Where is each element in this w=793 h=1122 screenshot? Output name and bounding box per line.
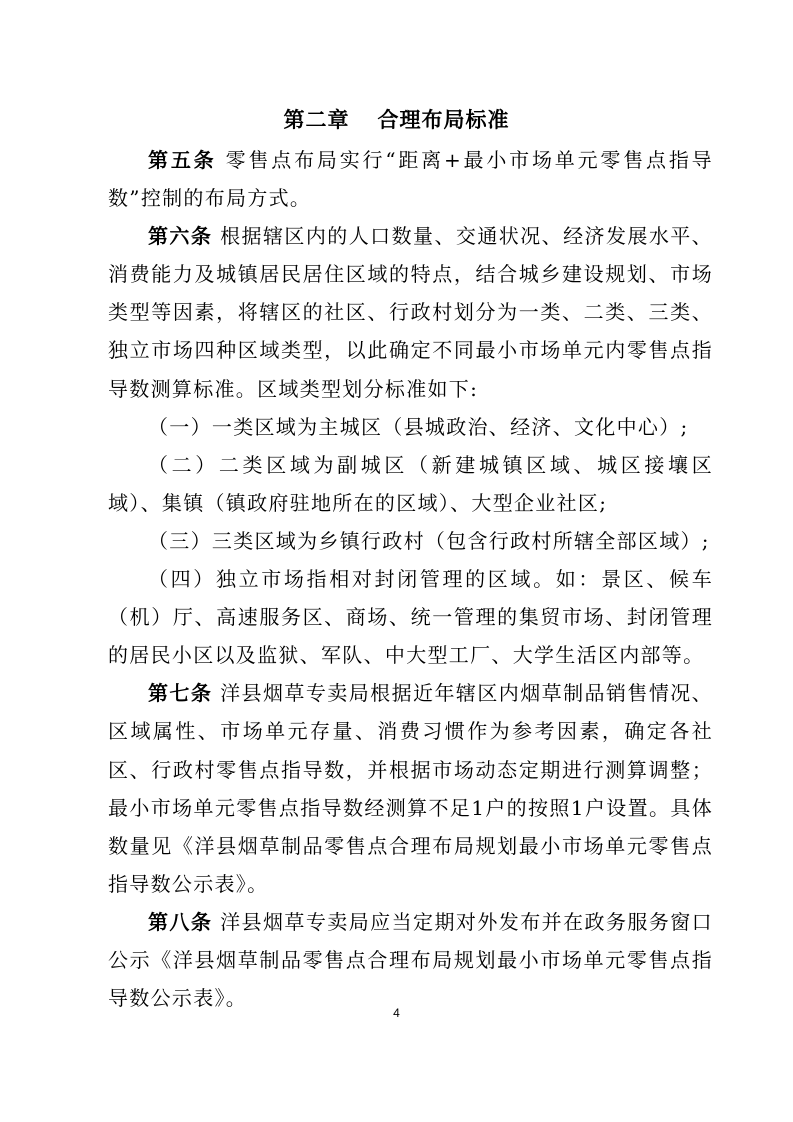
document-body [108,141,713,1017]
article-label: 第五条 [148,148,217,172]
page-number: 4 [393,1006,400,1020]
list-item-4: （四）独立市场指相对封闭管理的区域。如：景区、候车（机）厅、高速服务区、商场、统一管理的集贸市场、封闭管理的居民小区以及监狱、军队、中大型工厂、大学生活区内部等。 [108,567,713,668]
article-text: 根据辖区内的人口数量、交通状况、经济发展水平、消费能力及城镇居民居住区域的特点，结合城乡建设规划、市场类型等因素，将辖区的社区、行政村划分为一类、二类、三类、独立市场四种区域类型，以此确定不同最小市场单元内零售点指导数测算标准。区域类型划分标准如下: [108,224,713,401]
article-label: 第七条 [148,681,213,706]
list-item-2: （二）二类区域为副城区（新建城镇区域、城区接壤区域）、集镇（镇政府驻地所在的区域）、大型企业社区; [108,452,713,515]
article-6 [108,217,713,407]
article-text: 洋县烟草专卖局根据近年辖区内烟草制品销售情况、区域属性、市场单元存量、消费习惯作为参考因素，确定各社区、行政村零售点指导数，并根据市场动态定期进行测算调整；最小市场单元零售点指导数经测算不足1户的按照1户设置。具体数量见《洋县烟草制品零售点合理布局规划最小市场单元零售点指导数公示表》。 [108,681,713,896]
list-item-3: （三）三类区域为乡镇行政村（包含行政村所辖全部区域）; [148,528,710,553]
article-label: 第六条 [148,224,213,249]
article-label: 第八条 [148,909,213,934]
chapter-title: 合理布局标准 [377,108,510,132]
article-5 [108,141,713,217]
list-item-1: （一）一类区域为主城区（县城政治、经济、文化中心）; [148,414,689,439]
chapter-number: 第二章 [283,108,350,132]
article-8 [108,903,713,1017]
article-7 [108,674,713,903]
article-text: 零售点布局实行“距离+最小市场单元零售点指导数”控制的布局方式。 [108,148,713,211]
article-text: 洋县烟草专卖局应当定期对外发布并在政务服务窗口公示《洋县烟草制品零售点合理布局规划最小市场单元零售点指导数公示表》。 [108,909,713,1011]
chapter-heading [0,104,793,134]
